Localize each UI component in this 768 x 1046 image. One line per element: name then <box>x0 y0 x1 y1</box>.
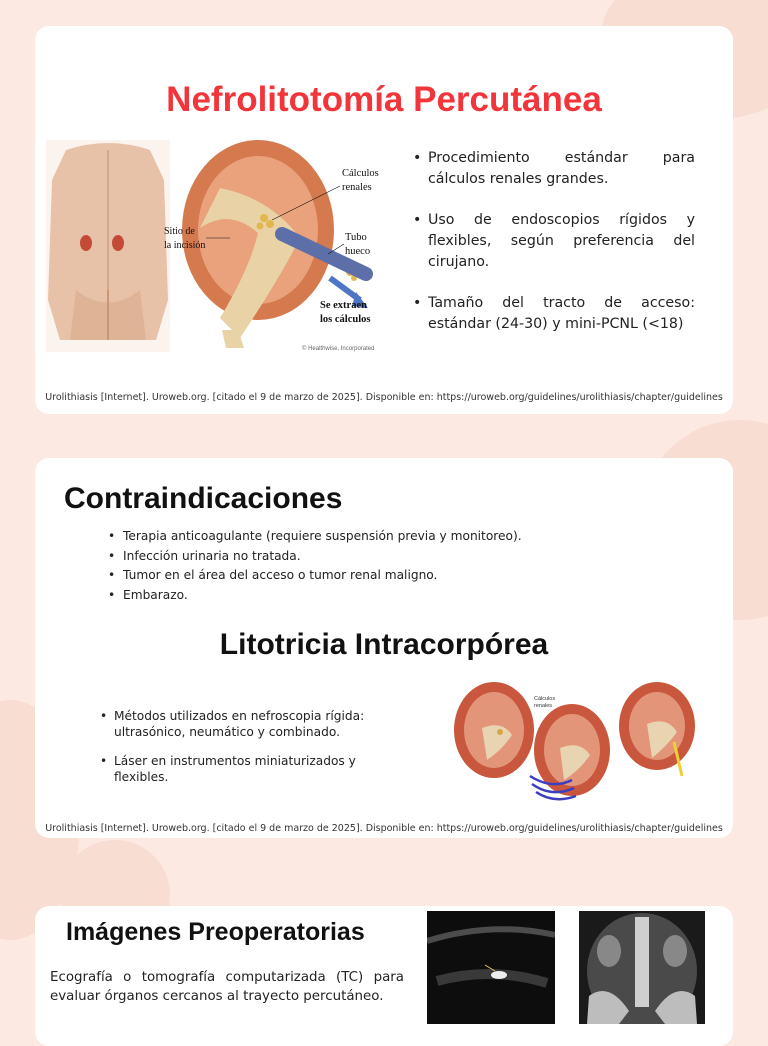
list-item: • Procedimiento estándar para cálculos renales grandes. <box>413 148 695 190</box>
image-credit: © Healthwise, Incorporated <box>302 346 375 352</box>
kidney-label-2: renales <box>534 703 553 709</box>
list-item: • Tamaño del tracto de acceso: estándar (24-30) y mini-PCNL (<18) <box>413 293 695 335</box>
citation-1: Urolithiasis [Internet]. Uroweb.org. [citado el 9 de marzo de 2025]. Disponible en: https://uroweb.org/guidelines/urolithiasis/chapter/guidelines <box>45 392 723 403</box>
imagenes-heading: Imágenes Preoperatorias <box>66 918 365 946</box>
kidney-figure-labels <box>160 138 390 356</box>
litotricia-heading: Litotricia Intracorpórea <box>219 628 549 661</box>
label-tubo-2: hueco <box>345 246 371 257</box>
label-extraen-2: los cálculos <box>320 314 371 325</box>
list-item: • Uso de endoscopios rígidos y flexibles, según preferencia del cirujano. <box>413 210 695 273</box>
ultrasound-image <box>427 911 555 1024</box>
contraindicaciones-list <box>108 527 522 605</box>
kidney-label-1: Cálculos <box>534 696 556 702</box>
list-item: • Embarazo. <box>108 586 522 606</box>
label-calculos-2: renales <box>342 182 372 193</box>
back-illustration <box>46 140 170 352</box>
list-item: • Tumor en el área del acceso o tumor renal maligno. <box>108 566 522 586</box>
list-item: • Infección urinaria no tratada. <box>108 547 522 567</box>
contraindicaciones-heading: Contraindicaciones <box>64 482 343 515</box>
page-title: Nefrolitotomía Percutánea <box>166 80 602 119</box>
list-item: • Láser en instrumentos miniaturizados y flexibles. <box>100 754 375 785</box>
imagenes-text: Ecografía o tomografía computarizada (TC) para evaluar órganos cercanos al trayecto percutáneo. <box>50 970 404 1004</box>
nefro-bullet-list <box>413 148 695 355</box>
citation-2: Urolithiasis [Internet]. Uroweb.org. [citado el 9 de marzo de 2025]. Disponible en: https://uroweb.org/guidelines/urolithiasis/chapter/guidelines <box>45 823 723 834</box>
label-tubo-1: Tubo <box>345 232 367 243</box>
label-sitio-1: Sitio de <box>164 226 195 237</box>
ct-scan-image <box>579 911 705 1024</box>
list-item: • Terapia anticoagulante (requiere suspensión previa y monitoreo). <box>108 527 522 547</box>
label-calculos-1: Cálculos <box>342 168 379 179</box>
litotricia-list <box>100 709 375 799</box>
list-item: • Métodos utilizados en nefroscopia rígida: ultrasónico, neumático y combinado. <box>100 709 375 740</box>
label-sitio-2: la incisión <box>164 240 206 251</box>
lithotripsy-kidneys-illustration <box>452 680 697 815</box>
label-extraen-1: Se extraen <box>320 300 367 311</box>
